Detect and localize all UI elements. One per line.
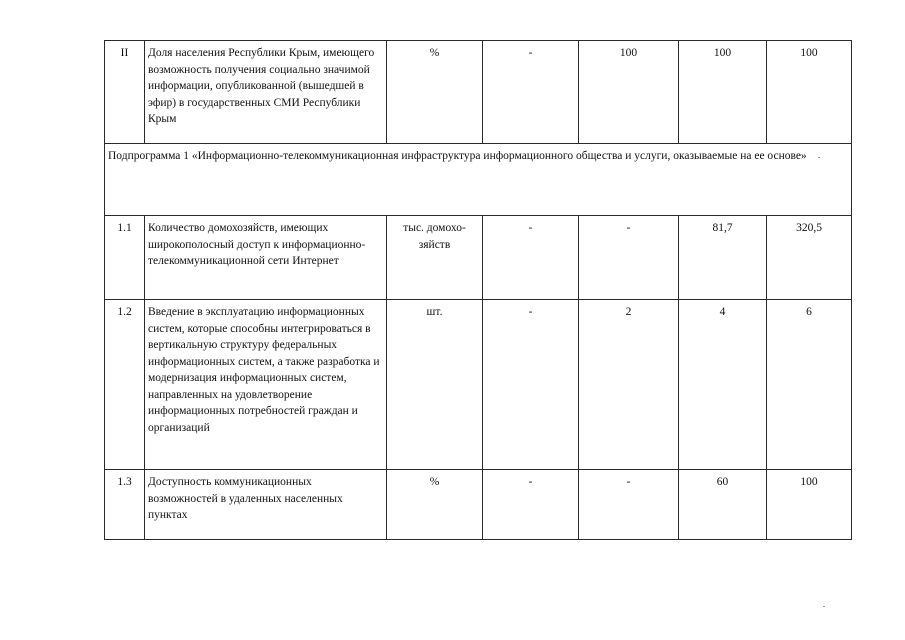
value-cell: 100	[767, 41, 852, 144]
indicator-name: Доля населения Республики Крым, имеющего возможность получения социально значимой информации, опубликованной (вышедшей в эфир) в государственных СМИ Республики Крым	[145, 41, 387, 144]
value-cell: -	[579, 216, 679, 300]
value-cell: 100	[767, 470, 852, 540]
section-row	[105, 144, 852, 216]
value-cell: 81,7	[679, 216, 767, 300]
table-row	[105, 300, 852, 470]
value-cell: 2	[579, 300, 679, 470]
indicator-name: Количество домохозяйств, имеющих широкополосный доступ к информационно-телекоммуникационной сети Интернет	[145, 216, 387, 300]
value-cell: -	[483, 300, 579, 470]
row-number: II	[105, 41, 145, 144]
value-cell: 100	[579, 41, 679, 144]
value-cell: 320,5	[767, 216, 852, 300]
row-number: 1.1	[105, 216, 145, 300]
value-cell: -	[483, 470, 579, 540]
indicator-name: Введение в эксплуатацию информационных систем, которые способны интегрироваться в вертикальную структуру федеральных информационных систем, а также разработка и модернизация информационных систем, направленных на удовлетворение информационных потребностей граждан и организаций	[145, 300, 387, 470]
unit-cell: шт.	[387, 300, 483, 470]
row-number: 1.2	[105, 300, 145, 470]
indicators-table	[104, 40, 852, 540]
value-cell: 4	[679, 300, 767, 470]
indicator-name: Доступность коммуникационных возможностей в удаленных населенных пунктах	[145, 470, 387, 540]
table-row	[105, 216, 852, 300]
unit-cell: тыс. домохо-зяйств	[387, 216, 483, 300]
table-row	[105, 470, 852, 540]
value-cell: 100	[679, 41, 767, 144]
unit-cell: %	[387, 41, 483, 144]
value-cell: -	[483, 216, 579, 300]
row-number: 1.3	[105, 470, 145, 540]
scan-speck	[818, 157, 820, 158]
value-cell: 60	[679, 470, 767, 540]
table-row	[105, 41, 852, 144]
document-sheet	[104, 40, 851, 540]
unit-cell: %	[387, 470, 483, 540]
value-cell: -	[483, 41, 579, 144]
value-cell: 6	[767, 300, 852, 470]
scan-speck	[823, 606, 825, 607]
subprogram-title: Подпрограмма 1 «Информационно-телекоммуникационная инфраструктура информационного общества и услуги, оказываемые на ее основе»	[105, 144, 852, 216]
value-cell: -	[579, 470, 679, 540]
